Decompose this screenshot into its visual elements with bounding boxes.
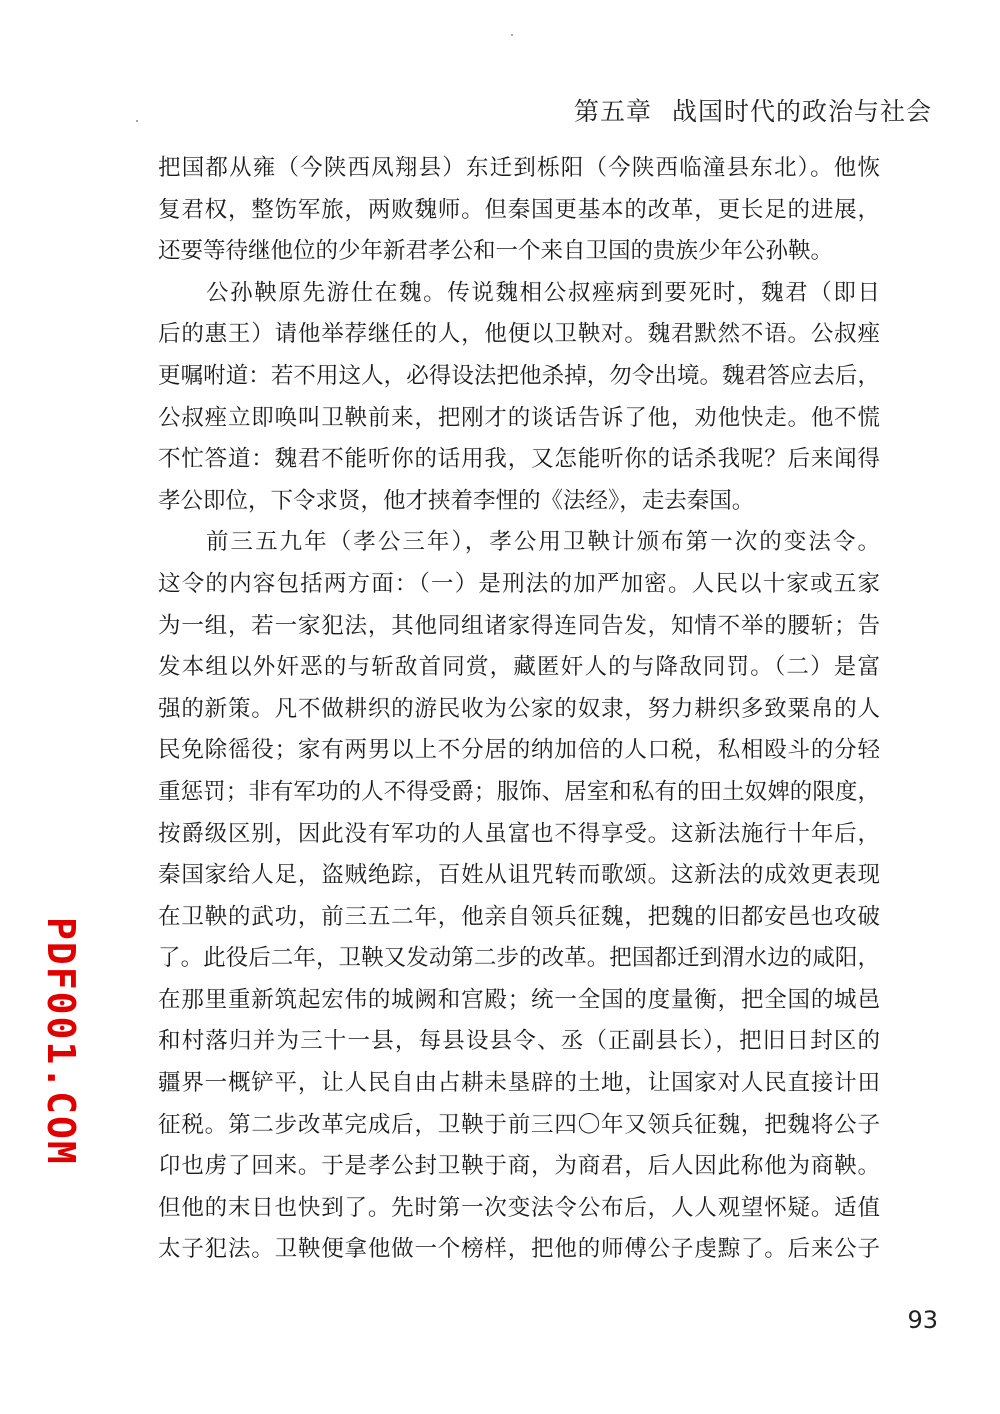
text-line: 按爵级区别，因此没有军功的人虽富也不得享受。这新法施行十年后，: [158, 820, 880, 847]
body-text: [158, 148, 880, 1271]
running-header: [574, 92, 932, 128]
text-line: 和村落归并为三十一县，每县设县令、丞（正副县长），把旧日封区的: [158, 1028, 880, 1055]
chapter-number: 第五章: [573, 97, 652, 126]
text-line: 更嘱咐道：若不用这人，必得设法把他杀掉，勿令出境。魏君答应去后，: [158, 362, 880, 389]
text-line: 太子犯法。卫鞅便拿他做一个榜样，把他的师傅公子虔黥了。后来公子: [158, 1236, 880, 1263]
text-line: 但他的末日也快到了。先时第一次变法令公布后，人人观望怀疑。适值: [158, 1194, 880, 1221]
text-line: 征税。第二步改革完成后，卫鞅于前三四〇年又领兵征魏，把魏将公子: [158, 1111, 880, 1138]
scan-speck: [136, 120, 138, 122]
text-line: 疆界一概铲平，让人民自由占耕未垦辟的土地，让国家对人民直接计田: [158, 1070, 880, 1097]
page-number: 93: [907, 1306, 938, 1334]
text-line: 还要等待继他位的少年新君孝公和一个来自卫国的贵族少年公孙鞅。: [158, 238, 834, 265]
text-line: 后的惠王）请他举荐继任的人，他便以卫鞅对。魏君默然不语。公叔痤: [158, 321, 880, 348]
text-line: 在卫鞅的武功，前三五二年，他亲自领兵征魏，把魏的旧都安邑也攻破: [158, 903, 880, 930]
text-line: 了。此役后二年，卫鞅又发动第二步的改革。把国都迁到渭水边的咸阳，: [158, 945, 880, 972]
chapter-title: 战国时代的政治与社会: [671, 97, 932, 126]
scan-speck: [511, 34, 513, 36]
text-line: 不忙答道：魏君不能听你的话用我，又怎能听你的话杀我呢？后来闻得: [158, 446, 880, 473]
text-line: 公孙鞅原先游仕在魏。传说魏相公叔痤病到要死时，魏君（即日: [206, 279, 880, 306]
text-line: 复君权，整饬军旅，两败魏师。但秦国更基本的改革，更长足的进展，: [158, 196, 880, 223]
text-line: 在那里重新筑起宏伟的城阙和宫殿；统一全国的度量衡，把全国的城邑: [158, 986, 880, 1013]
text-line: 前三五九年（孝公三年），孝公用卫鞅计颁布第一次的变法令。: [206, 529, 880, 556]
text-line: 民免除徭役；家有两男以上不分居的纳加倍的人口税，私相殴斗的分轻: [158, 737, 880, 764]
text-line: 强的新策。凡不做耕织的游民收为公家的奴隶，努力耕织多致粟帛的人: [158, 695, 880, 722]
text-line: 卬也虏了回来。于是孝公封卫鞅于商，为商君，后人因此称他为商鞅。: [158, 1153, 880, 1180]
text-line: 这令的内容包括两方面：（一）是刑法的加严加密。人民以十家或五家: [158, 570, 880, 597]
text-line: 公叔痤立即唤叫卫鞅前来，把刚才的谈话告诉了他，劝他快走。他不慌: [158, 404, 880, 431]
text-line: 为一组，若一家犯法，其他同组诸家得连同告发，知情不举的腰斩；告: [158, 612, 880, 639]
text-line: 发本组以外奸恶的与斩敌首同赏，藏匿奸人的与降敌同罚。（二）是富: [158, 654, 880, 681]
text-line: 把国都从雍（今陕西凤翔县）东迁到栎阳（今陕西临潼县东北）。他恢: [158, 155, 880, 181]
text-line: 孝公即位，下令求贤，他才挟着李悝的《法经》，走去秦国。: [158, 487, 755, 514]
text-line: 秦国家给人足，盗贼绝踪，百姓从诅咒转而歌颂。这新法的成效更表现: [158, 862, 880, 889]
text-line: 重惩罚；非有军功的人不得受爵；服饰、居室和私有的田土奴婢的限度，: [158, 778, 880, 805]
watermark-logo: PDF001.COM: [39, 917, 83, 1166]
